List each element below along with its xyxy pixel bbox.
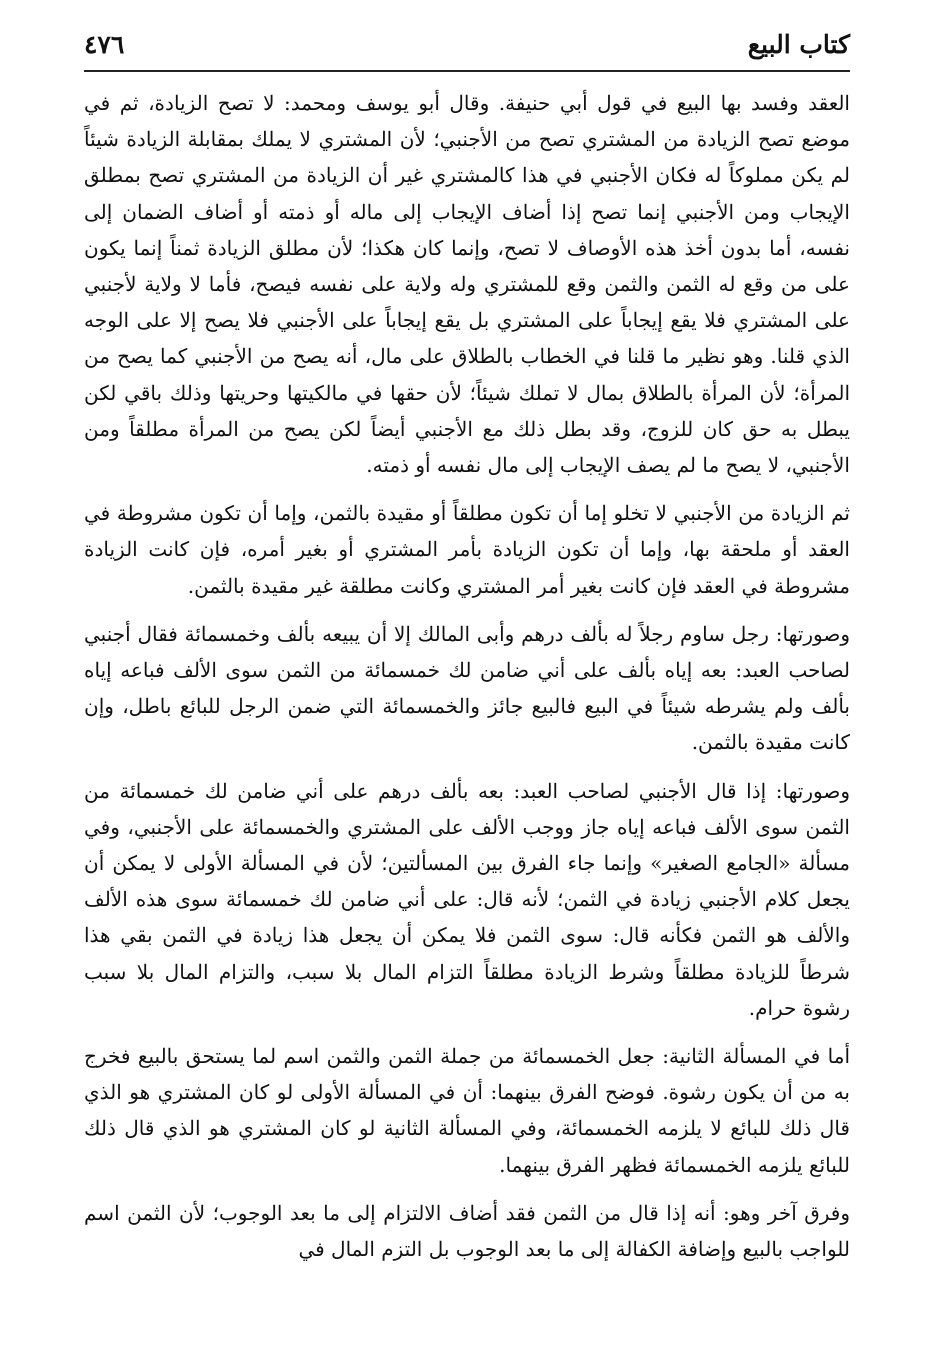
paragraph-1: العقد وفسد بها البيع في قول أبي حنيفة. وقال أبو يوسف ومحمد: لا تصح الزيادة، ثم في موضع تصح الزيادة من المشتري تصح من الأجنبي؛ لأن المشتري لا يملك بمقابلة الزيادة شيئاً لم يكن مملوكاً له فكان الأجنبي في هذا كالمشتري غير أن الزيادة من المشتري تصح بمطلق الإيجاب ومن الأجنبي إنما تصح إذا أضاف الإيجاب إلى ماله أو ذمته أو أضاف الضمان إلى نفسه، أما بدون أخذ هذه الأوصاف لا تصح، وإنما كان هكذا؛ لأن مطلق الزيادة ثمناً إنما يكون على من وقع له الثمن والثمن وقع للمشتري وله ولاية على نفسه فيصح، فأما لا ولاية لأجنبي على المشتري فلا يقع إيجاباً على المشتري بل يقع إيجاباً على الأجنبي فلا يصح إلا على الوجه الذي قلنا. وهو نظير ما قلنا في الخطاب بالطلاق على مال، أنه يصح من الأجنبي كما يصح من المرأة؛ لأن المرأة بالطلاق بمال لا تملك شيئاً؛ لأن حقها في مالكيتها وحريتها وذلك باقي لكن يبطل به حق كان للزوج، وقد بطل ذلك مع الأجنبي أيضاً لكن يصح من المرأة مطلقاً ومن الأجنبي، لا يصح ما لم يصف الإيجاب إلى مال نفسه أو ذمته.: [84, 91, 851, 478]
paragraph-3: وصورتها: رجل ساوم رجلاً له بألف درهم وأبى المالك إلا أن يبيعه بألف وخمسمائة فقال أجنبي لصاحب العبد: بعه إياه بألف على أني ضامن لك خمسمائة من الثمن سوى الألف فباعه إياه بألف ولم يشرطه شيئاً في البيع فالبيع جائز والخمسمائة التي ضمن الرجل للبائع باطل، وإن كانت مقيدة بالثمن.: [84, 621, 851, 755]
book-title: كتاب البيع: [747, 30, 850, 59]
page-header: [84, 26, 850, 66]
paragraph-5: أما في المسألة الثانية: جعل الخمسمائة من جملة الثمن والثمن اسم لما يستحق بالبيع فخرج به من أن يكون رشوة. فوضح الفرق بينهما: أن في المسألة الأولى لو كان المشتري هو الذي قال ذلك للبائع لا يلزمه الخمسمائة، وفي المسألة الثانية لو كان المشتري هو الذي قال ذلك للبائع يلزمه الخمسمائة فظهر الفرق بينهما.: [84, 1044, 850, 1177]
body-text: [84, 85, 850, 1267]
paragraph-6: وفرق آخر وهو: أنه إذا قال من الثمن فقد أضاف الالتزام إلى ما بعد الوجوب؛ لأن الثمن اسم للواجب بالبيع وإضافة الكفالة إلى ما بعد الوجوب بل التزم المال في: [84, 1200, 850, 1262]
paragraph-4: وصورتها: إذا قال الأجنبي لصاحب العبد: بعه بألف درهم على أني ضامن لك خمسمائة من الثمن سوى الألف فباعه إياه جاز ووجب الألف على المشتري والخمسمائة على الأجنبي، وفي مسألة «الجامع الصغير» وإنما جاء الفرق بين المسألتين؛ لأن في المسألة الأولى لا يمكن أن يجعل كلام الأجنبي زيادة في الثمن؛ لأنه قال: على أني ضامن لك خمسمائة سوى هذه الألف والألف هو الثمن فكأنه قال: سوى الثمن فلا يمكن أن يجعل هذا زيادة في الثمن بقي هذا شرطاً للزيادة مطلقاً وشرط الزيادة مطلقاً التزام المال بلا سبب، والتزام المال بلا سبب رشوة حرام.: [84, 778, 851, 1020]
header-divider: [84, 70, 850, 72]
paragraph-2: ثم الزيادة من الأجنبي لا تخلو إما أن تكون مطلقاً أو مقيدة بالثمن، وإما أن تكون مشروطة في العقد أو ملحقة بها، وإما أن تكون الزيادة بأمر المشتري أو بغير أمره، فإن كانت الزيادة مشروطة في العقد فإن كانت بغير أمر المشتري وكانت مطلقة غير مقيدة بالثمن.: [84, 501, 850, 598]
page-number: ٤٧٦: [84, 30, 125, 59]
